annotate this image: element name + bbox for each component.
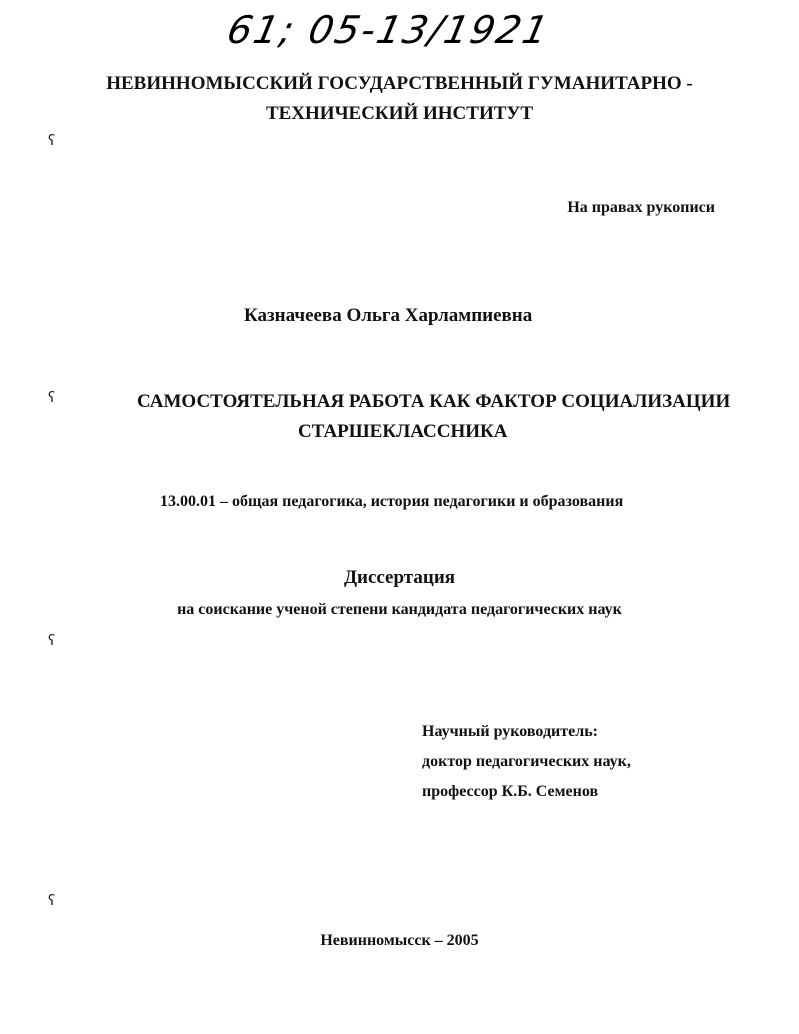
margin-mark: ʕ: [48, 133, 56, 149]
margin-mark: ʕ: [48, 633, 56, 649]
margin-mark: ʕ: [48, 390, 56, 406]
manuscript-rights: На правах рукописи: [567, 199, 715, 216]
institution-line-2: ТЕХНИЧЕСКИЙ ИНСТИТУТ: [265, 103, 534, 124]
supervisor-name: профессор К.Б. Семенов: [422, 783, 599, 800]
place-year: Невинномысск – 2005: [320, 932, 479, 949]
handwritten-archive-number: 61; 05-13/1921: [223, 8, 554, 52]
institution-line-1: НЕВИННОМЫССКИЙ ГОСУДАРСТВЕННЫЙ ГУМАНИТАРНО -: [106, 73, 693, 94]
degree: на соискание ученой степени кандидата педагогических наук: [177, 601, 622, 618]
author-name: Казначеева Ольга Харлампиевна: [244, 305, 533, 326]
title-line-2: СТАРШЕКЛАССНИКА: [298, 421, 508, 442]
margin-mark: ʕ: [48, 893, 56, 909]
supervisor-degree: доктор педагогических наук,: [422, 753, 631, 770]
title-line-1: САМОСТОЯТЕЛЬНАЯ РАБОТА КАК ФАКТОР СОЦИАЛИЗАЦИИ: [137, 391, 731, 412]
supervisor-label: Научный руководитель:: [422, 723, 598, 740]
specialty: 13.00.01 – общая педагогика, история педагогики и образования: [160, 493, 624, 510]
document-type: Диссертация: [343, 567, 456, 588]
